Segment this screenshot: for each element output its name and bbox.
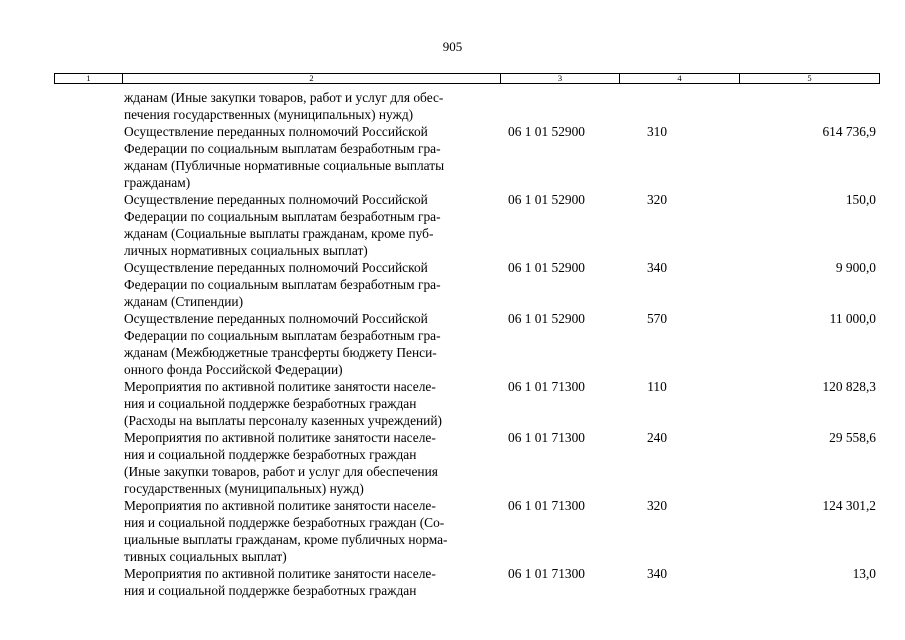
row-vr: 320: [646, 192, 668, 207]
row-vr: 570: [646, 311, 668, 326]
row-kcsr: 06 1 01 52900: [508, 124, 585, 139]
row-kcsr: [500, 89, 619, 123]
table-row: [54, 429, 880, 497]
row-name: жданам (Иные закупки товаров, работ и услуг для обес- печения государственных (муниципальных) нужд): [124, 90, 444, 122]
header-col-2: 2: [123, 74, 501, 83]
row-sum: 120 828,3: [822, 379, 876, 394]
row-vr: 240: [646, 430, 668, 445]
row-name: Осуществление переданных полномочий Российской Федерации по социальным выплатам безработным гра- жданам (Стипендии): [124, 260, 441, 309]
table-row: [54, 259, 880, 310]
row-vr: 110: [647, 379, 667, 394]
header-col-4: 4: [620, 74, 740, 83]
table-row: [54, 565, 880, 599]
row-sum: [739, 89, 880, 123]
row-vr: 340: [646, 260, 668, 275]
row-name: Осуществление переданных полномочий Российской Федерации по социальным выплатам безработным гра- жданам (Социальные выплаты гражданам, кроме пуб- личных нормативных социальных выплат): [124, 192, 441, 258]
header-col-5: 5: [807, 73, 812, 83]
table-body: [54, 89, 880, 599]
row-vr: 310: [646, 124, 668, 139]
table-row: [54, 378, 880, 429]
row-vr: 320: [646, 498, 668, 513]
page-number: 905: [442, 39, 463, 54]
row-sum: 29 558,6: [829, 430, 876, 445]
row-name: Осуществление переданных полномочий Российской Федерации по социальным выплатам безработным гра- жданам (Межбюджетные трансферты бюджету Пенси- онного фонда Российской Федерации): [124, 311, 441, 377]
row-vr: [619, 89, 739, 123]
row-name: Осуществление переданных полномочий Российской Федерации по социальным выплатам безработным гра- жданам (Публичные нормативные социальные выплаты гражданам): [124, 124, 445, 190]
table-row: [54, 191, 880, 259]
row-name: Мероприятия по активной политике занятости населе- ния и социальной поддержке безработных граждан: [124, 566, 436, 598]
row-kcsr: 06 1 01 71300: [508, 498, 585, 513]
row-sum: 11 000,0: [829, 311, 876, 326]
row-name: Мероприятия по активной политике занятости населе- ния и социальной поддержке безработных граждан (Иные закупки товаров, работ и услуг для обеспечения государственных (муниципальных) нужд): [124, 430, 438, 496]
row-name: Мероприятия по активной политике занятости населе- ния и социальной поддержке безработных граждан (Расходы на выплаты персоналу казенных учреждений): [124, 379, 442, 428]
row-sum: 9 900,0: [835, 260, 876, 275]
row-sum: 124 301,2: [822, 498, 876, 513]
row-kcsr: 06 1 01 52900: [508, 260, 585, 275]
row-vr: 340: [646, 566, 668, 581]
header-col-1: 1: [55, 74, 123, 83]
table-header: [54, 73, 880, 84]
row-kcsr: 06 1 01 52900: [508, 311, 585, 326]
row-kcsr: 06 1 01 52900: [508, 192, 585, 207]
row-name: Мероприятия по активной политике занятости населе- ния и социальной поддержке безработных граждан (Со- циальные выплаты гражданам, кроме публичных норма- тивных социальных выплат): [124, 498, 448, 564]
row-sum: 150,0: [845, 192, 876, 207]
row-kcsr: 06 1 01 71300: [508, 379, 585, 394]
row-sum: 614 736,9: [822, 124, 876, 139]
row-kcsr: 06 1 01 71300: [508, 566, 585, 581]
table-row: [54, 310, 880, 378]
table-row: [54, 89, 880, 123]
row-sum: 13,0: [852, 566, 876, 581]
header-col-3: 3: [501, 74, 620, 83]
table-row: [54, 497, 880, 565]
table-row: [54, 123, 880, 191]
row-kcsr: 06 1 01 71300: [508, 430, 585, 445]
